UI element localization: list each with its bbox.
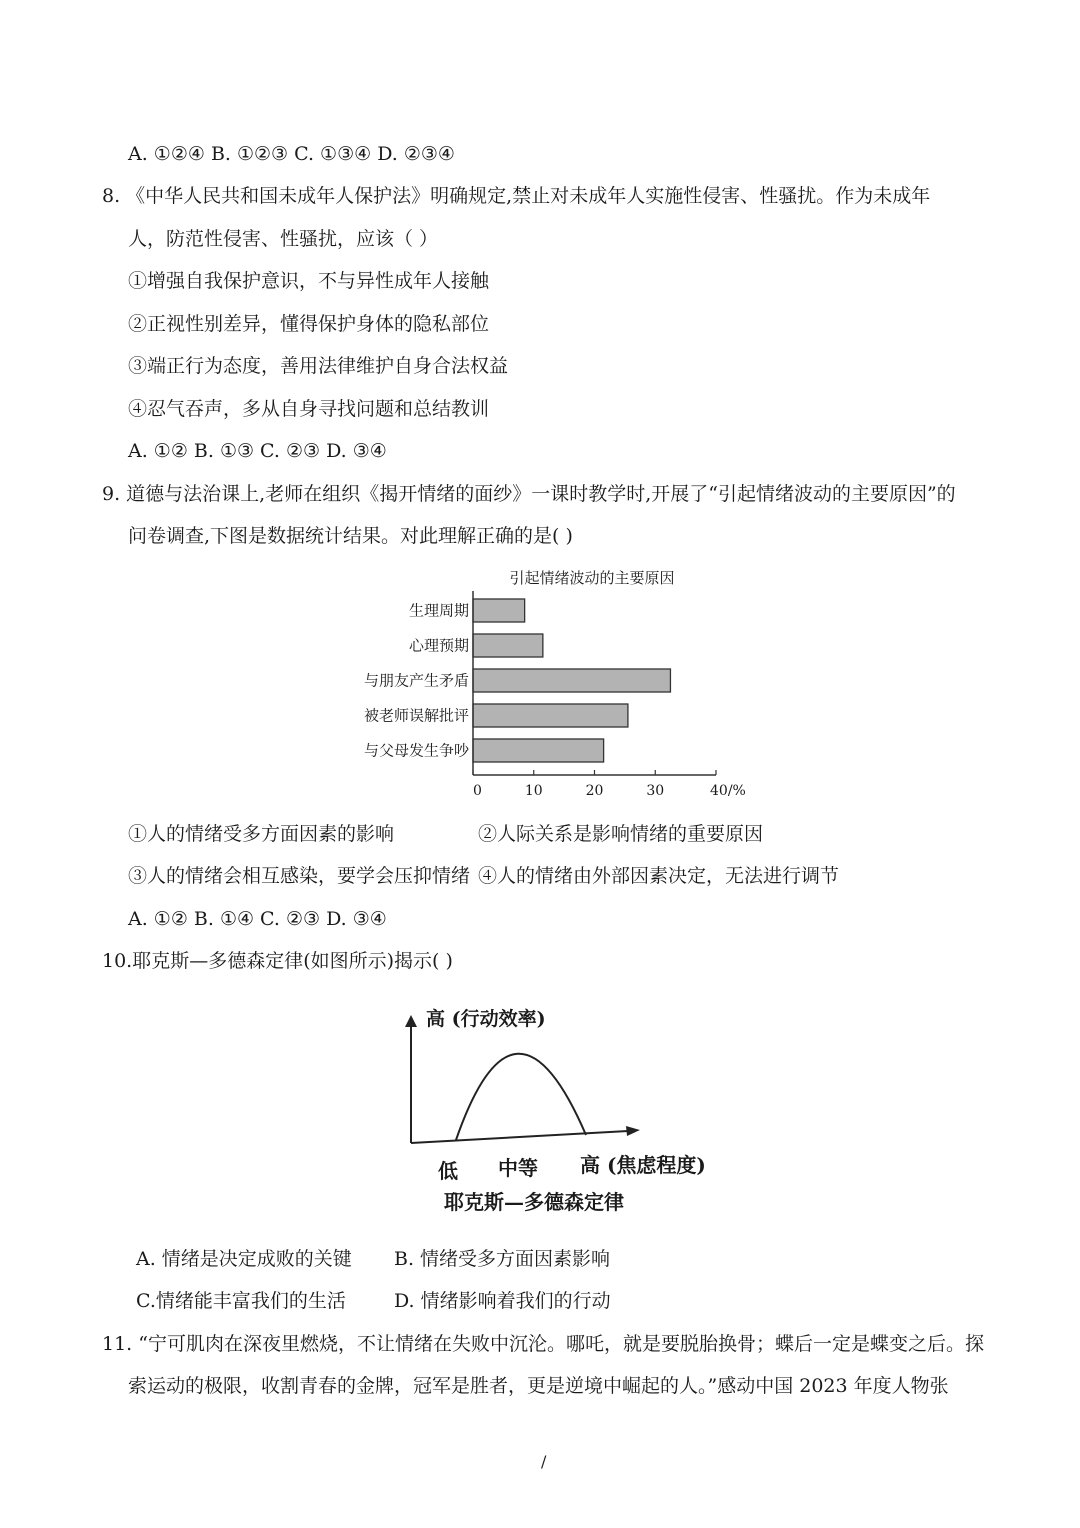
chart1-bar xyxy=(473,669,670,692)
chart1-category-label: 与朋友产生矛盾 xyxy=(363,671,469,690)
q11-stem-line2: 索运动的极限，收割青春的金牌，冠军是胜者，更是逆境中崛起的人。”感动中国 2023 年度人物张 xyxy=(128,1375,949,1397)
chart2-x-tick-low: 低 xyxy=(438,1159,458,1183)
q8-options: A. ①② B. ①③ C. ②③ D. ③④ xyxy=(128,440,387,462)
chart1-x-tick-label: 10 xyxy=(524,783,543,799)
chart1-bar xyxy=(473,599,525,622)
q8-item-4: ④忍气吞声，多从自身寻找问题和总结教训 xyxy=(128,398,490,420)
page-footer: / xyxy=(541,1452,547,1471)
q10-stem: 10.耶克斯—多德森定律(如图所示)揭示( ) xyxy=(102,950,453,972)
chart2-x-tick-high: 高 (焦虑程度) xyxy=(580,1153,706,1177)
q8-stem-line2: 人，防范性侵害、性骚扰，应该（ ） xyxy=(128,228,439,250)
chart1-bar xyxy=(473,634,543,657)
chart2-x-tick-mid: 中等 xyxy=(498,1156,538,1180)
q11-stem-line1: 11. “宁可肌肉在深夜里燃烧，不让情绪在失败中沉沦。哪吒，就是要脱胎换骨；蝶后一定是蝶变之后。探 xyxy=(102,1333,984,1355)
q9-row2-b: ④人的情绪由外部因素决定，无法进行调节 xyxy=(478,865,840,887)
chart1-category-label: 与父母发生争吵 xyxy=(363,741,469,760)
chart2-x-arrow xyxy=(626,1126,640,1136)
chart2-x-axis xyxy=(411,1131,628,1143)
q10-option-a: A. 情绪是决定成败的关键 xyxy=(136,1248,352,1270)
q8-item-2: ②正视性别差异，懂得保护身体的隐私部位 xyxy=(128,313,490,335)
q8-stem-line1: 8. 《中华人民共和国未成年人保护法》明确规定,禁止对未成年人实施性侵害、性骚扰。作为未成年 xyxy=(102,185,931,207)
q9-row1-a: ①人的情绪受多方面因素的影响 xyxy=(128,823,395,845)
chart2-y-arrow xyxy=(405,1015,417,1027)
chart1-category-label: 生理周期 xyxy=(408,601,469,620)
chart1-x-tick-label: 0 xyxy=(473,783,482,799)
yerkes-dodson-chart xyxy=(400,995,740,1225)
chart1-title: 引起情绪波动的主要原因 xyxy=(509,569,675,587)
q10-option-d: D. 情绪影响着我们的行动 xyxy=(394,1290,611,1312)
emotion-causes-bar-chart xyxy=(330,563,760,803)
chart1-x-tick-label: 30 xyxy=(646,783,665,799)
q9-options: A. ①② B. ①④ C. ②③ D. ③④ xyxy=(128,908,387,930)
q7-options: A. ①②④ B. ①②③ C. ①③④ D. ②③④ xyxy=(128,143,455,165)
chart2-title: 耶克斯—多德森定律 xyxy=(444,1190,624,1214)
q10-option-c: C.情绪能丰富我们的生活 xyxy=(136,1290,346,1312)
chart1-x-tick-label: 40/% xyxy=(710,783,746,799)
q9-row2-a: ③人的情绪会相互感染，要学会压抑情绪 xyxy=(128,865,471,887)
q9-row1-b: ②人际关系是影响情绪的重要原因 xyxy=(478,823,764,845)
chart1-category-label: 心理预期 xyxy=(408,636,469,655)
q8-item-3: ③端正行为态度，善用法律维护自身合法权益 xyxy=(128,355,509,377)
q9-stem-line2: 问卷调查,下图是数据统计结果。对此理解正确的是( ) xyxy=(128,525,573,547)
q10-option-b: B. 情绪受多方面因素影响 xyxy=(394,1248,611,1270)
chart1-category-label: 被老师误解批评 xyxy=(363,706,469,725)
chart2-y-label: 高 (行动效率) xyxy=(426,1008,546,1030)
q8-item-1: ①增强自我保护意识，不与异性成年人接触 xyxy=(128,270,490,292)
q9-stem-line1: 9. 道德与法治课上,老师在组织《揭开情绪的面纱》一课时教学时,开展了“引起情绪波动的主要原因”的 xyxy=(102,483,956,505)
chart1-bar xyxy=(473,739,604,762)
chart1-bar xyxy=(473,704,628,727)
chart1-x-tick-label: 20 xyxy=(585,783,604,799)
chart2-curve xyxy=(456,1054,586,1140)
